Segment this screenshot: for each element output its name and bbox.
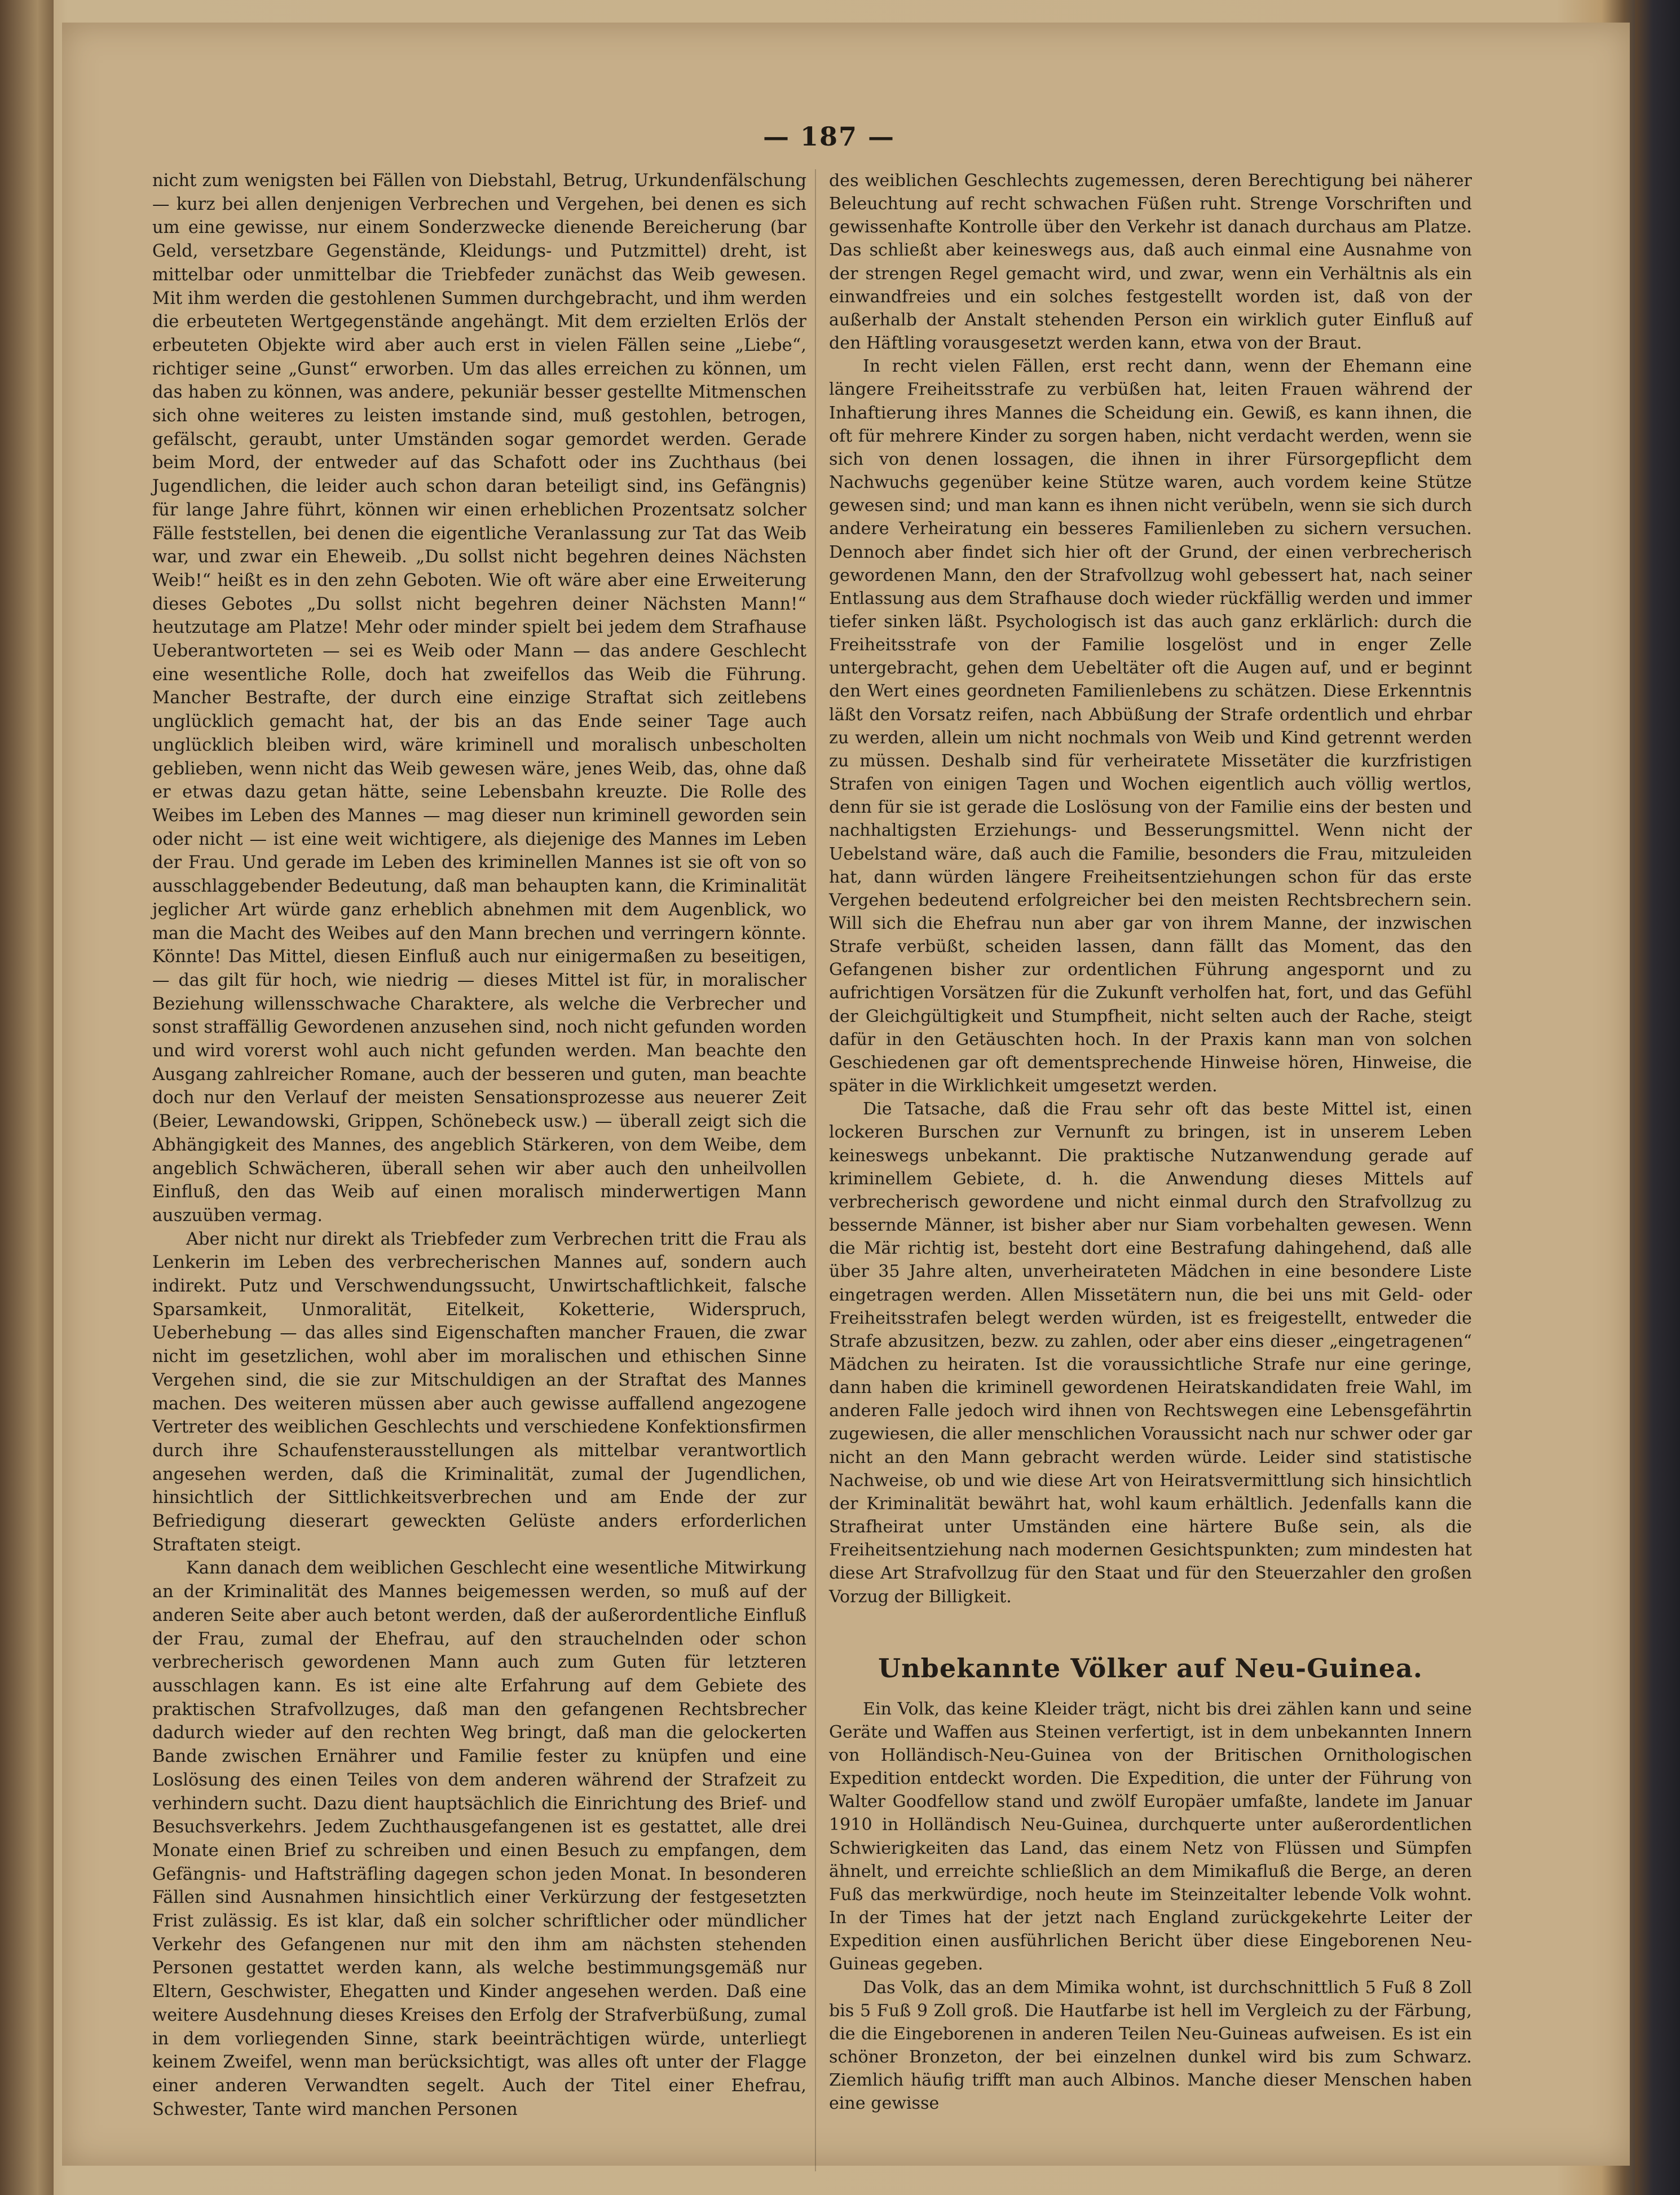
right-paragraph-2: In recht vielen Fällen, erst recht dann, wenn der Ehemann eine längere Freiheitsstrafe zu verbüßen hat, leiten Frauen während der Inhaftierung ihres Mannes die Scheidung ein. Gewiß, es kann ihnen, die oft für mehrere Kinder zu sorgen haben, nicht verdacht werden, wenn sie sich von denen lossagen, die ihnen in ihrer Fürsorgepflicht dem Nachwuchs gegenüber keine Stütze waren, auch vordem keine Stütze gewesen sind; und man kann es ihnen nicht verübeln, wenn sie sich durch andere Verheiratung ein besseres Familienleben zu sichern versuchen. Dennoch aber findet sich hier oft der Grund, der einen verbrecherisch gewordenen Mann, den der Strafvollzug wohl gebessert hat, nach seiner Entlassung aus dem Strafhause doch wieder rückfällig werden und immer tiefer sinken läßt. Psychologisch ist das auch ganz erklärlich: durch die Freiheitsstrafe von der Familie losgelöst und in enger Zelle untergebracht, gehen dem Uebeltäter oft die Augen auf, und er beginnt den Wert eines geordneten Familienlebens zu schätzen. Diese Erkenntnis läßt den Vorsatz reifen, nach Abbüßung der Strafe ordentlich und ehrbar zu werden, allein um nicht nochmals von Weib und Kind getrennt werden zu müssen. Deshalb sind für verheiratete Missetäter die kurzfristigen Strafen von einigen Tagen und Wochen eigentlich auch völlig wertlos, denn für sie ist gerade die Loslösung von der Familie eins der besten und nachhaltigsten Erziehungs- und Besserungsmittel. Wenn nicht der Uebelstand wäre, daß auch die Familie, besonders die Frau, mitzuleiden hat, dann würden längere Freiheitsentziehungen schon für das erste Vergehen bedeutend erfolgreicher bei den meisten Rechtsbrechern sein. Will sich die Ehefrau nun aber gar von ihrem Manne, der inzwischen Strafe verbüßt, scheiden lassen, dann fällt das Moment, das den Gefangenen bisher zur ordentlichen Führung angespornt und zu aufrichtigen Vorsätzen für die Zukunft verholfen hat, fort, und das Gefühl der Gleichgültigkeit und Stumpfheit, nicht selten auch der Rache, steigt dafür in den Getäuschten hoch. In der Praxis kann man von solchen Geschiedenen gar oft dementsprechende Hinweise hören, Hinweise, die später in die Wirklichkeit umgesetzt werden. [829,356,1472,1096]
article-paragraph-2: Das Volk, das an dem Mimika wohnt, ist durchschnittlich 5 Fuß 8 Zoll bis 5 Fuß 9 Zoll groß. Die Hautfarbe ist hell im Vergleich zu der Färbung, die die Eingeborenen in anderen Teilen Neu-Guineas aufweisen. Es ist ein schöner Bronzeton, der bei einzelnen dunkel wird bis zum Schwarz. Ziemlich häufig trifft man auch Albinos. Manche dieser Menschen haben eine gewisse [829,1977,1472,2114]
left-column [152,169,806,2121]
facing-page-edge [0,0,54,2195]
book-binding [1635,0,1680,2195]
right-column [829,169,1472,2115]
article-title: Unbekannte Völker auf Neu-Guinea. [878,1652,1423,1683]
article-body [829,1698,1472,2115]
page-number: — 187 — [762,121,896,152]
right-paragraph-3: Die Tatsache, daß die Frau sehr oft das beste Mittel ist, einen lockeren Burschen zur Vernunft zu bringen, ist in unserem Leben keineswegs unbekannt. Die praktische Nutzanwendung gerade auf kriminellem Gebiete, d. h. die Anwendung dieses Mittels auf verbrecherisch gewordene und nicht einmal durch den Strafvollzug zu bessernde Männer, ist bisher aber nur Siam vorbehalten gewesen. Wenn die Mär richtig ist, besteht dort eine Bestrafung dahingehend, daß alle über 35 Jahre alten, unverheirateten Mädchen in eine besondere Liste eingetragen werden. Allen Missetätern nun, die bei uns mit Geld- oder Freiheitsstrafen belegt werden würden, ist es freigestellt, entweder die Strafe abzusitzen, bezw. zu zahlen, oder aber eins dieser „eingetragenen“ Mädchen zu heiraten. Ist die voraussichtliche Strafe nur eine geringe, dann haben die kriminell gewordenen Heiratskandidaten freie Wahl, im anderen Falle jedoch wird ihnen von Rechtswegen eine Lebensgefährtin zugewiesen, die aller menschlichen Voraussicht nach nur schwer oder gar nicht an den Mann gebracht werden würde. Leider sind statistische Nachweise, ob und wie diese Art von Heiratsvermittlung sich hinsichtlich der Kriminalität bewährt hat, wohl kaum erhältlich. Jedenfalls kann die Strafheirat unter Umständen eine härtere Buße sein, als die Freiheitsentziehung nach modernen Gesichtspunkten; zum mindesten hat diese Art Strafvollzug für den Staat und für den Steuerzahler den großen Vorzug der Billigkeit. [829,1099,1472,1607]
left-paragraph-3: Kann danach dem weiblichen Geschlecht eine wesentliche Mitwirkung an der Kriminalität des Mannes beigemessen werden, so muß auf der anderen Seite aber auch betont werden, daß der außerordentliche Einfluß der Frau, zumal der Ehefrau, auf den strauchelnden oder schon verbrecherisch gewordenen Mann auch zum Guten für letzteren ausschlagen kann. Es ist eine alte Erfahrung auf dem Gebiete des praktischen Strafvollzuges, daß man den gefangenen Rechtsbrecher dadurch wieder auf den rechten Weg bringt, daß man die gelockerten Bande zwischen Ernährer und Familie fester zu knüpfen und eine Loslösung des einen Teiles von dem anderen während der Strafzeit zu verhindern sucht. Dazu dient hauptsächlich die Einrichtung des Brief- und Besuchsverkehrs. Jedem Zuchthausgefangenen ist es gestattet, alle drei Monate einen Brief zu schreiben und einen Besuch zu empfangen, dem Gefängnis- und Haftsträfling dagegen schon jeden Monat. In besonderen Fällen sind Ausnahmen hinsichtlich einer Verkürzung der festgesetzten Frist zulässig. Es ist klar, daß ein solcher schriftlicher oder mündlicher Verkehr des Gefangenen nur mit den ihm am nächsten stehenden Personen gestattet werden kann, als welche bestimmungsgemäß nur Eltern, Geschwister, Ehegatten und Kinder angesehen werden. Daß eine weitere Ausdehnung dieses Kreises den Erfolg der Strafverbüßung, zumal in dem vorliegenden Sinne, stark beeinträchtigen würde, unterliegt keinem Zweifel, wenn man berücksichtigt, was alles oft unter der Flagge einer anderen Verwandten segelt. Auch der Titel einer Ehefrau, Schwester, Tante wird manchen Personen [152,1558,806,2119]
column-divider [815,169,816,2171]
left-paragraph-1: nicht zum wenigsten bei Fällen von Diebstahl, Betrug, Urkundenfälschung — kurz bei allen denjenigen Verbrechen und Vergehen, bei denen es sich um eine gewisse, nur einem Sonderzwecke dienende Bereicherung (bar Geld, versetzbare Gegenstände, Kleidungs- und Putzmittel) dreht, ist mittelbar oder unmittelbar die Triebfeder zunächst das Weib gewesen. Mit ihm werden die gestohlenen Summen durchgebracht, und ihm werden die erbeuteten Wertgegenstände angehängt. Mit dem erzielten Erlös der erbeuteten Objekte wird aber auch erst in vielen Fällen seine „Liebe“, richtiger seine „Gunst“ erworben. Um das alles erreichen zu können, um das haben zu können, was andere, pekuniär besser gestellte Mitmenschen sich ohne weiteres zu leisten imstande sind, muß gestohlen, betrogen, gefälscht, geraubt, unter Umständen sogar gemordet werden. Gerade beim Mord, der entweder auf das Schafott oder ins Zuchthaus (bei Jugendlichen, die leider auch schon daran beteiligt sind, ins Gefängnis) für lange Jahre führt, können wir einen erheblichen Prozentsatz solcher Fälle feststellen, bei denen die eigentliche Veranlassung zur Tat das Weib war, und zwar ein Eheweib. „Du sollst nicht begehren deines Nächsten Weib!“ heißt es in den zehn Geboten. Wie oft wäre aber eine Erweiterung dieses Gebotes „Du sollst nicht begehren deiner Nächsten Mann!“ heutzutage am Platze! Mehr oder minder spielt bei jedem dem Strafhause Ueberantworteten — sei es Weib oder Mann — das andere Geschlecht eine wesentliche Rolle, doch hat zweifellos das Weib die Führung. Mancher Bestrafte, der durch eine einzige Straftat sich zeitlebens unglücklich gemacht hat, der bis an das Ende seiner Tage auch unglücklich bleiben wird, wäre kriminell und moralisch unbescholten geblieben, wenn nicht das Weib gewesen wäre, jenes Weib, das, ohne daß er etwas dazu getan hätte, seine Lebensbahn kreuzte. Die Rolle des Weibes im Leben des Mannes — mag dieser nun kriminell geworden sein oder nicht — ist eine weit wichtigere, als diejenige des Mannes im Leben der Frau. Und gerade im Leben des kriminellen Mannes ist sie oft von so ausschlaggebender Bedeutung, daß man behaupten kann, die Kriminalität jeglicher Art würde ganz erheblich abnehmen mit dem Augenblick, wo man die Macht des Weibes auf den Mann brechen und verringern könnte. Könnte! Das Mittel, diesen Einfluß auch nur einigermaßen zu beseitigen, — das gilt für hoch, wie niedrig — dieses Mittel ist für, in moralischer Beziehung willensschwache Charaktere, als welche die Verbrecher und sonst straffällig Gewordenen anzusehen sind, noch nicht gefunden worden und wird vorerst wohl auch nicht gefunden werden. Man beachte den Ausgang zahlreicher Romane, auch der besseren und guten, man beachte doch nur den Verlauf der meisten Sensationsprozesse aus neuerer Zeit (Beier, Lewandowski, Grippen, Schönebeck usw.) — überall zeigt sich die Abhängigkeit des Mannes, des angeblich Stärkeren, von dem Weibe, dem angeblich Schwächeren, überall sehen wir aber auch den unheilvollen Einfluß, den das Weib auf einen moralisch minderwertigen Mann auszuüben vermag. [152,171,806,1226]
article-paragraph-1: Ein Volk, das keine Kleider trägt, nicht bis drei zählen kann und seine Geräte und Waffen aus Steinen verfertigt, ist in dem unbekannten Innern von Holländisch-Neu-Guinea von der Britischen Ornithologischen Expedition entdeckt worden. Die Expedition, die unter der Führung von Walter Goodfellow stand und zwölf Europäer umfaßte, landete im Januar 1910 in Holländisch Neu-Guinea, durchquerte unter außerordentlichen Schwierigkeiten das Land, das einem Netz von Flüssen und Sümpfen ähnelt, und erreichte schließlich an dem Mimikafluß die Berge, an deren Fuß das merkwürdige, noch heute im Steinzeitalter lebende Volk wohnt. In der Times hat der jetzt nach England zurückgekehrte Leiter der Expedition einen ausführlichen Bericht über diese Eingeborenen Neu-Guineas gegeben. [829,1699,1472,1974]
left-paragraph-2: Aber nicht nur direkt als Triebfeder zum Verbrechen tritt die Frau als Lenkerin im Leben des verbrecherischen Mannes auf, sondern auch indirekt. Putz und Verschwendungssucht, Unwirtschaftlichkeit, falsche Sparsamkeit, Unmoralität, Eitelkeit, Koketterie, Widerspruch, Ueberhebung — das alles sind Eigenschaften mancher Frauen, die zwar nicht im gesetzlichen, wohl aber im moralischen und ethischen Sinne Vergehen sind, die sie zur Mitschuldigen an der Straftat des Mannes machen. Des weiteren müssen aber auch gewisse auffallend angezogene Vertreter des weiblichen Geschlechts und verschiedene Konfektionsfirmen durch ihre Schaufensterausstellungen als mittelbar verantwortlich angesehen werden, daß die Kriminalität, zumal der Jugendlichen, hinsichtlich der Sittlichkeitsverbrechen und am Ende der zur Befriedigung dieserart geweckten Gelüste anders erforderlichen Straftaten steigt. [152,1229,806,1555]
right-paragraph-1: des weiblichen Geschlechts zugemessen, deren Berechtigung bei näherer Beleuchtung auf recht schwachen Füßen ruht. Strenge Vorschriften und gewissenhafte Kontrolle über den Verkehr ist danach durchaus am Platze. Das schließt aber keineswegs aus, daß auch einmal eine Ausnahme von der strengen Regel gemacht wird, und zwar, wenn ein Verhältnis als ein einwandfreies und ein solches festgestellt worden ist, daß von der außerhalb der Anstalt stehenden Person ein wirklich guter Einfluß auf den Häftling vorausgesetzt werden kann, etwa von der Braut. [829,171,1472,354]
